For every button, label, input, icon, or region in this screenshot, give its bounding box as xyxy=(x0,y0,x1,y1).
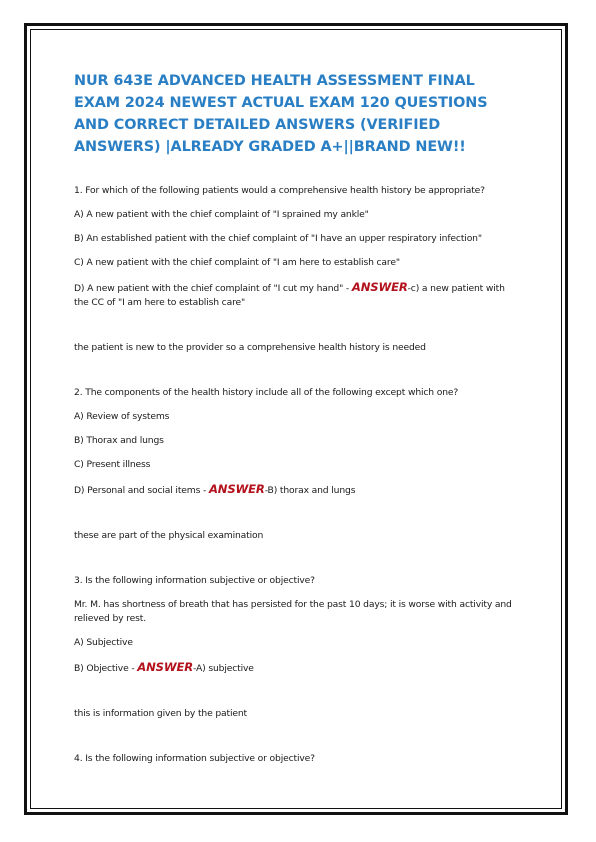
q1-option-d-text: D) A new patient with the chief complaint of "I cut my hand" - xyxy=(74,283,352,294)
q1-option-d xyxy=(74,280,522,310)
q2-option-d-text: D) Personal and social items - xyxy=(74,485,209,496)
q3-explanation: this is information given by the patient xyxy=(74,708,247,719)
q3-question: 3. Is the following information subjective or objective? xyxy=(74,575,315,586)
q4-question: 4. Is the following information subjective or objective? xyxy=(74,753,315,764)
q3-option-b-text: B) Objective - xyxy=(74,663,138,674)
q1-explanation: the patient is new to the provider so a comprehensive health history is needed xyxy=(74,342,426,353)
q2-question: 2. The components of the health history include all of the following except which one? xyxy=(74,387,459,398)
q3-answer-label: ANSWER xyxy=(137,660,194,674)
q3-option-b xyxy=(74,660,522,676)
q2-option-a: A) Review of systems xyxy=(74,411,170,422)
q1-answer-text: -c) a new patient with the CC of "I am here to establish care" xyxy=(74,283,505,308)
q2-explanation: these are part of the physical examination xyxy=(74,530,264,541)
q3-answer-text: -A) subjective xyxy=(193,663,254,674)
q3-option-a: A) Subjective xyxy=(74,637,133,648)
q1-option-c: C) A new patient with the chief complaint of "I am here to establish care" xyxy=(74,257,400,268)
document-title: NUR 643E ADVANCED HEALTH ASSESSMENT FINAL EXAM 2024 NEWEST ACTUAL EXAM 120 QUESTIONS AND CORRECT DETAILED ANSWERS (VERIFIED ANSWERS) |ALREADY GRADED A+||BRAND NEW!! xyxy=(74,73,488,155)
q2-answer-text: -B) thorax and lungs xyxy=(264,485,356,496)
q2-option-c: C) Present illness xyxy=(74,459,151,470)
q3-stem: Mr. M. has shortness of breath that has persisted for the past 10 days; it is worse with activity and relieved by rest. xyxy=(74,599,512,624)
q1-option-a: A) A new patient with the chief complaint of "I sprained my ankle" xyxy=(74,209,369,220)
q2-option-b: B) Thorax and lungs xyxy=(74,435,164,446)
document-content xyxy=(74,70,522,776)
q1-option-b: B) An established patient with the chief complaint of "I have an upper respiratory infection" xyxy=(74,233,482,244)
q2-answer-label: ANSWER xyxy=(208,482,265,496)
q1-answer-label: ANSWER xyxy=(351,280,408,294)
q2-option-d xyxy=(74,482,522,498)
q1-question: 1. For which of the following patients would a comprehensive health history be appropriate? xyxy=(74,185,485,196)
